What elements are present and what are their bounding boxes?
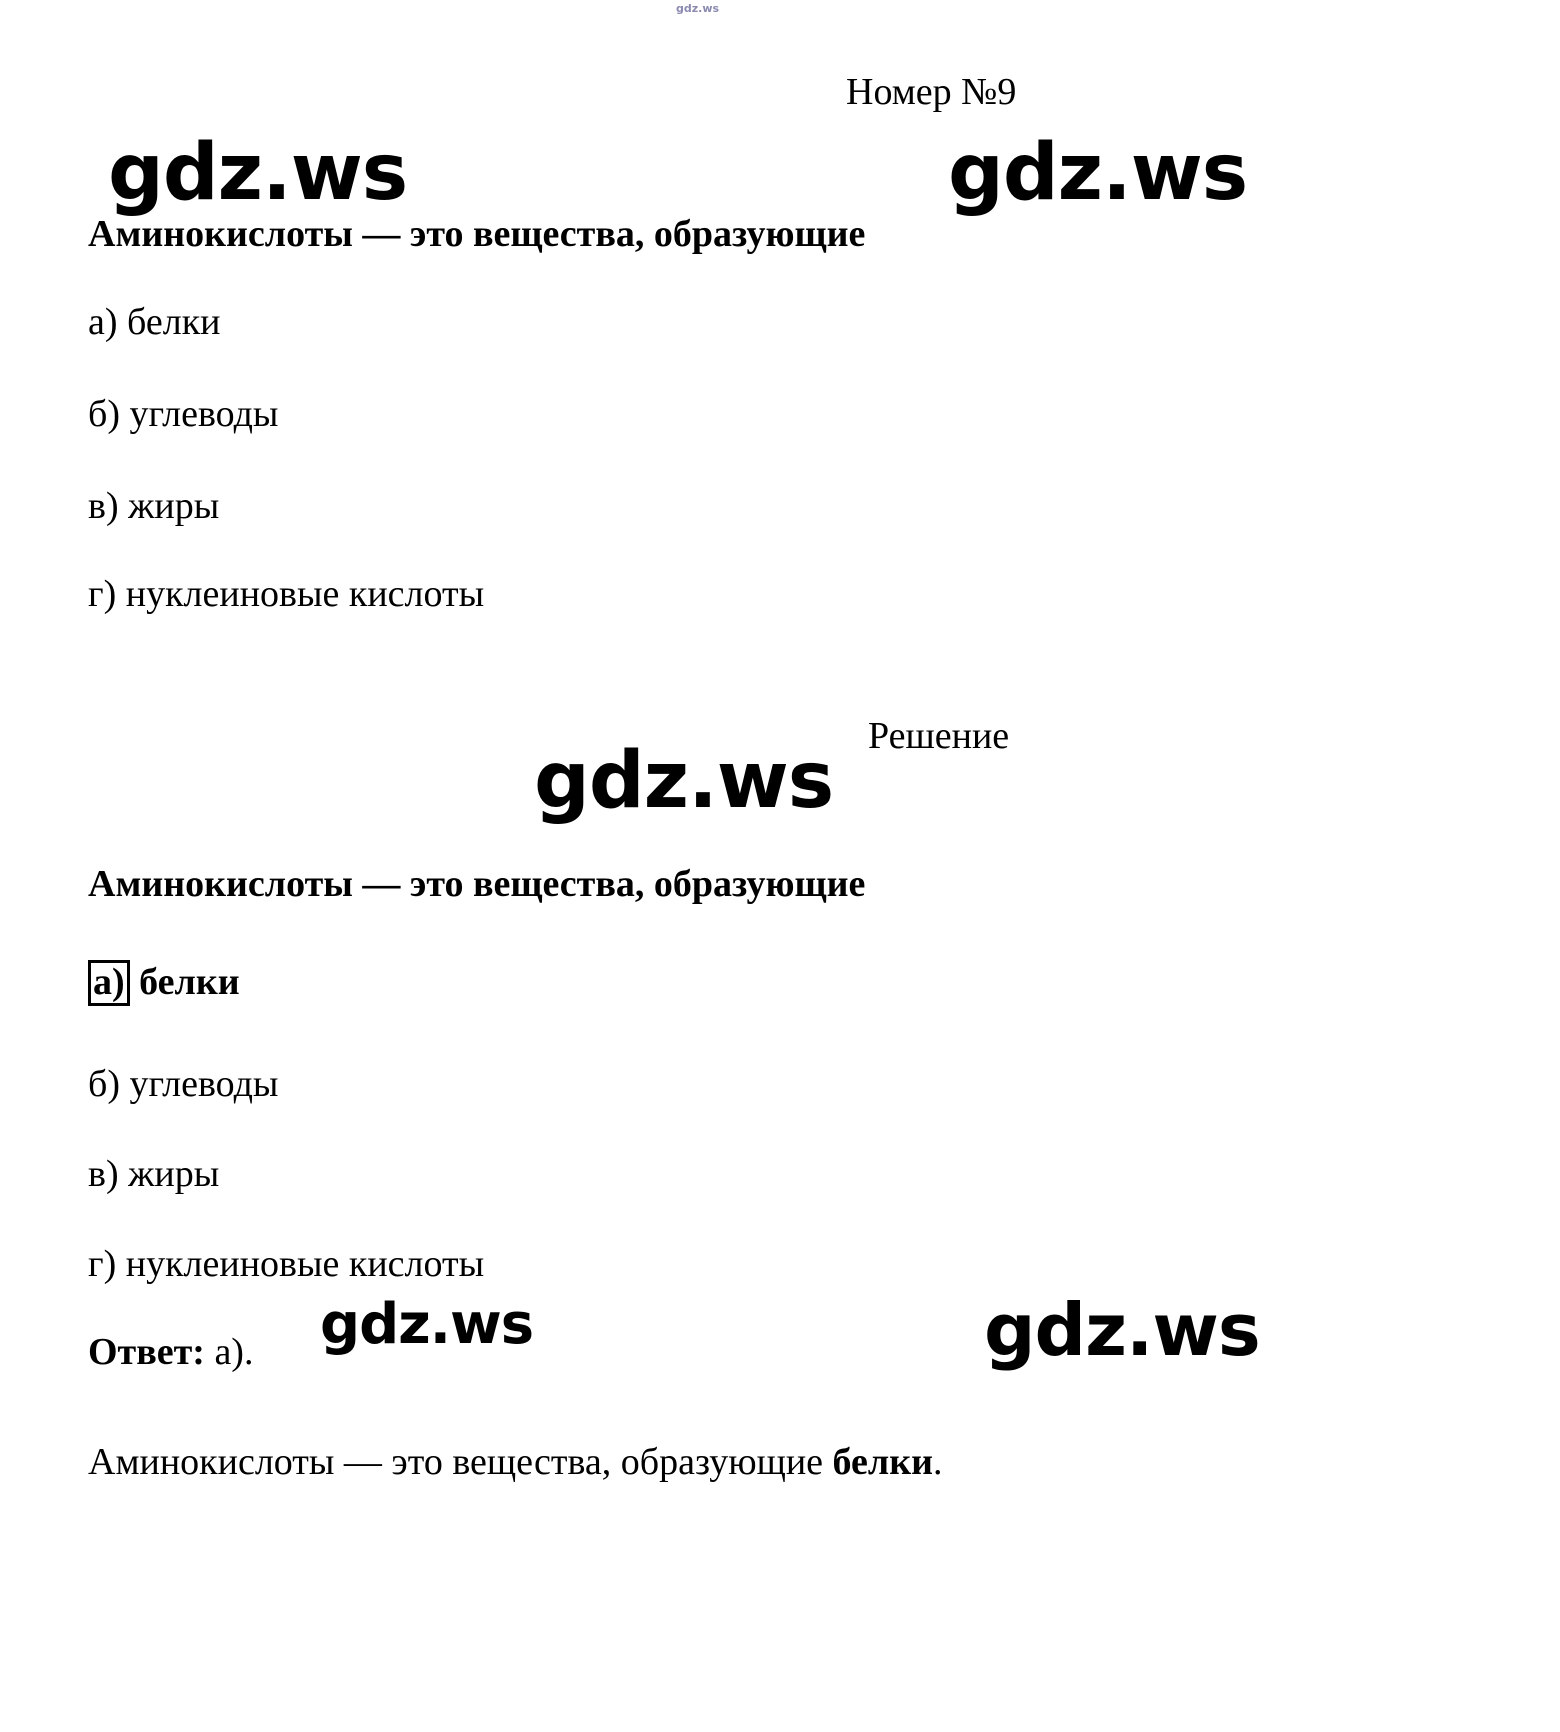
solution-option-v-label: жиры — [128, 1153, 220, 1195]
option-b-label: углеводы — [129, 393, 279, 435]
solution-option-b-marker: б) — [88, 1063, 120, 1105]
watermark-logo: gdz.ws — [320, 1292, 534, 1357]
conclusion-line — [88, 1440, 943, 1484]
conclusion-bold: белки — [832, 1441, 934, 1483]
watermark-logo: gdz.ws — [948, 128, 1248, 218]
answer-value: а). — [214, 1331, 254, 1373]
watermark-logo: gdz.ws — [534, 736, 834, 826]
option-v — [88, 484, 219, 528]
option-a — [88, 300, 221, 344]
solution-option-g — [88, 1242, 484, 1286]
solution-option-a-label: белки — [139, 961, 240, 1003]
option-v-marker: в) — [88, 485, 119, 527]
option-b — [88, 392, 278, 436]
option-v-label: жиры — [128, 485, 220, 527]
solution-option-g-label: нуклеиновые кислоты — [125, 1243, 485, 1285]
selected-answer-box: а) — [88, 960, 130, 1006]
answer-label: Ответ: — [88, 1331, 205, 1373]
watermark-tiny: gdz.ws — [676, 2, 720, 15]
solution-label: Решение — [868, 715, 1010, 757]
solution-option-b-label: углеводы — [129, 1063, 279, 1105]
option-g-label: нуклеиновые кислоты — [125, 573, 485, 615]
answer-line — [88, 1330, 253, 1374]
page-title: Номер №9 — [846, 71, 1017, 113]
watermark-logo: gdz.ws — [108, 128, 408, 218]
question-heading: Аминокислоты — это вещества, образующие — [88, 213, 866, 255]
conclusion-prefix: Аминокислоты — это вещества, образующие — [88, 1441, 833, 1483]
solution-heading: Аминокислоты — это вещества, образующие — [88, 863, 866, 905]
solution-option-b — [88, 1062, 278, 1106]
option-g-marker: г) — [88, 573, 117, 615]
option-a-label: белки — [127, 301, 221, 343]
option-g — [88, 572, 484, 616]
watermark-logo: gdz.ws — [984, 1288, 1260, 1372]
solution-option-v — [88, 1152, 219, 1196]
option-b-marker: б) — [88, 393, 120, 435]
option-a-marker: а) — [88, 301, 118, 343]
solution-option-a — [88, 960, 240, 1006]
solution-option-g-marker: г) — [88, 1243, 117, 1285]
conclusion-suffix: . — [933, 1441, 943, 1483]
solution-option-v-marker: в) — [88, 1153, 119, 1195]
